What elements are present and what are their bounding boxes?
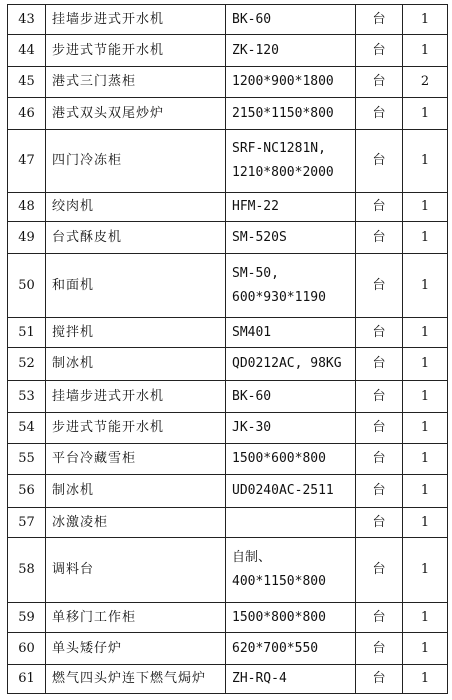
equipment-name-cell: 挂墙步进式开水机: [46, 381, 226, 413]
quantity-cell: 1: [403, 633, 448, 665]
unit-cell: 台: [356, 348, 403, 381]
model-spec-line: 1500*600*800: [232, 451, 326, 466]
model-spec-cell: [226, 508, 356, 538]
model-spec-cell: [226, 665, 356, 694]
model-spec-cell: [226, 413, 356, 444]
quantity-cell: 1: [403, 538, 448, 603]
unit-cell: 台: [356, 5, 403, 35]
model-spec-line: 400*1150*800: [232, 574, 326, 589]
equipment-name-cell: 搅拌机: [46, 318, 226, 348]
row-number-cell: 57: [8, 508, 46, 538]
table-row: [8, 538, 448, 603]
equipment-name-cell: 步进式节能开水机: [46, 35, 226, 67]
row-number-cell: 43: [8, 5, 46, 35]
table-row: [8, 444, 448, 475]
model-spec-line: 自制、: [232, 550, 272, 565]
quantity-cell: 1: [403, 35, 448, 67]
table-row: [8, 665, 448, 694]
row-number-cell: 47: [8, 130, 46, 193]
model-spec-line: BK-60: [232, 388, 272, 404]
quantity-cell: 1: [403, 5, 448, 35]
table-row: [8, 67, 448, 98]
model-spec-cell: [226, 538, 356, 603]
equipment-name-cell: 单移门工作柜: [46, 603, 226, 633]
quantity-cell: 1: [403, 318, 448, 348]
quantity-cell: 1: [403, 444, 448, 475]
equipment-name-cell: 冰激凌柜: [46, 508, 226, 538]
model-spec-cell: [226, 193, 356, 222]
equipment-table: [7, 4, 448, 694]
model-spec-cell: [226, 222, 356, 254]
row-number-cell: 48: [8, 193, 46, 222]
table-row: [8, 98, 448, 130]
row-number-cell: 60: [8, 633, 46, 665]
equipment-name-cell: 平台冷藏雪柜: [46, 444, 226, 475]
row-number-cell: 56: [8, 475, 46, 508]
quantity-cell: 2: [403, 67, 448, 98]
unit-cell: 台: [356, 413, 403, 444]
row-number-cell: 44: [8, 35, 46, 67]
model-spec-line: QD0212AC, 98KG: [232, 356, 342, 371]
model-spec-cell: [226, 475, 356, 508]
unit-cell: 台: [356, 193, 403, 222]
model-spec-cell: [226, 35, 356, 67]
unit-cell: 台: [356, 381, 403, 413]
table-row: [8, 254, 448, 318]
row-number-cell: 53: [8, 381, 46, 413]
table-row: [8, 508, 448, 538]
model-spec-cell: [226, 98, 356, 130]
unit-cell: 台: [356, 67, 403, 98]
equipment-name-cell: 调料台: [46, 538, 226, 603]
quantity-cell: 1: [403, 381, 448, 413]
quantity-cell: 1: [403, 254, 448, 318]
model-spec-line: SM-50,: [232, 265, 279, 281]
model-spec-cell: [226, 381, 356, 413]
unit-cell: 台: [356, 475, 403, 508]
equipment-name-cell: 步进式节能开水机: [46, 413, 226, 444]
equipment-name-cell: 燃气四头炉连下燃气焗炉: [46, 665, 226, 694]
row-number-cell: 61: [8, 665, 46, 694]
table-row: [8, 35, 448, 67]
model-spec-cell: [226, 318, 356, 348]
model-spec-line: 600*930*1190: [232, 289, 326, 305]
unit-cell: 台: [356, 98, 403, 130]
unit-cell: 台: [356, 538, 403, 603]
model-spec-line: SM401: [232, 324, 272, 340]
model-spec-cell: [226, 444, 356, 475]
model-spec-line: 620*700*550: [232, 640, 319, 656]
row-number-cell: 54: [8, 413, 46, 444]
model-spec-cell: [226, 348, 356, 381]
row-number-cell: 52: [8, 348, 46, 381]
equipment-name-cell: 和面机: [46, 254, 226, 318]
table-row: [8, 603, 448, 633]
table-row: [8, 130, 448, 193]
table-row: [8, 633, 448, 665]
quantity-cell: 1: [403, 603, 448, 633]
unit-cell: 台: [356, 633, 403, 665]
row-number-cell: 58: [8, 538, 46, 603]
model-spec-line: 1200*900*1800: [232, 74, 334, 89]
row-number-cell: 59: [8, 603, 46, 633]
table-row: [8, 348, 448, 381]
equipment-name-cell: 港式双头双尾炒炉: [46, 98, 226, 130]
quantity-cell: 1: [403, 665, 448, 694]
table-row: [8, 475, 448, 508]
model-spec-line: BK-60: [232, 11, 272, 27]
model-spec-cell: [226, 130, 356, 193]
model-spec-line: SM-520S: [232, 229, 287, 245]
quantity-cell: 1: [403, 222, 448, 254]
row-number-cell: 51: [8, 318, 46, 348]
model-spec-line: JK-30: [232, 420, 272, 435]
row-number-cell: 45: [8, 67, 46, 98]
unit-cell: 台: [356, 444, 403, 475]
quantity-cell: 1: [403, 130, 448, 193]
equipment-name-cell: 挂墙步进式开水机: [46, 5, 226, 35]
quantity-cell: 1: [403, 348, 448, 381]
table-row: [8, 381, 448, 413]
quantity-cell: 1: [403, 508, 448, 538]
unit-cell: 台: [356, 603, 403, 633]
model-spec-cell: [226, 603, 356, 633]
model-spec-line: ZK-120: [232, 42, 279, 58]
unit-cell: 台: [356, 665, 403, 694]
equipment-name-cell: 港式三门蒸柜: [46, 67, 226, 98]
table-row: [8, 318, 448, 348]
model-spec-line: UD0240AC-2511: [232, 483, 334, 498]
equipment-name-cell: 单头矮仔炉: [46, 633, 226, 665]
model-spec-line: ZH-RQ-4: [232, 671, 287, 686]
equipment-table-body: [8, 5, 448, 694]
row-number-cell: 49: [8, 222, 46, 254]
unit-cell: 台: [356, 35, 403, 67]
table-row: [8, 5, 448, 35]
equipment-name-cell: 四门冷冻柜: [46, 130, 226, 193]
row-number-cell: 46: [8, 98, 46, 130]
quantity-cell: 1: [403, 193, 448, 222]
model-spec-cell: [226, 5, 356, 35]
quantity-cell: 1: [403, 98, 448, 130]
table-row: [8, 222, 448, 254]
model-spec-line: 2150*1150*800: [232, 105, 334, 121]
table-row: [8, 413, 448, 444]
table-row: [8, 193, 448, 222]
equipment-name-cell: 制冰机: [46, 475, 226, 508]
quantity-cell: 1: [403, 475, 448, 508]
unit-cell: 台: [356, 130, 403, 193]
row-number-cell: 50: [8, 254, 46, 318]
equipment-name-cell: 制冰机: [46, 348, 226, 381]
model-spec-line: HFM-22: [232, 199, 279, 214]
unit-cell: 台: [356, 508, 403, 538]
equipment-name-cell: 绞肉机: [46, 193, 226, 222]
equipment-name-cell: 台式酥皮机: [46, 222, 226, 254]
model-spec-cell: [226, 633, 356, 665]
quantity-cell: 1: [403, 413, 448, 444]
unit-cell: 台: [356, 318, 403, 348]
unit-cell: 台: [356, 222, 403, 254]
model-spec-line: 1210*800*2000: [232, 165, 334, 180]
row-number-cell: 55: [8, 444, 46, 475]
model-spec-cell: [226, 254, 356, 318]
model-spec-cell: [226, 67, 356, 98]
model-spec-line: 1500*800*800: [232, 609, 326, 625]
model-spec-line: SRF-NC1281N,: [232, 141, 326, 156]
unit-cell: 台: [356, 254, 403, 318]
